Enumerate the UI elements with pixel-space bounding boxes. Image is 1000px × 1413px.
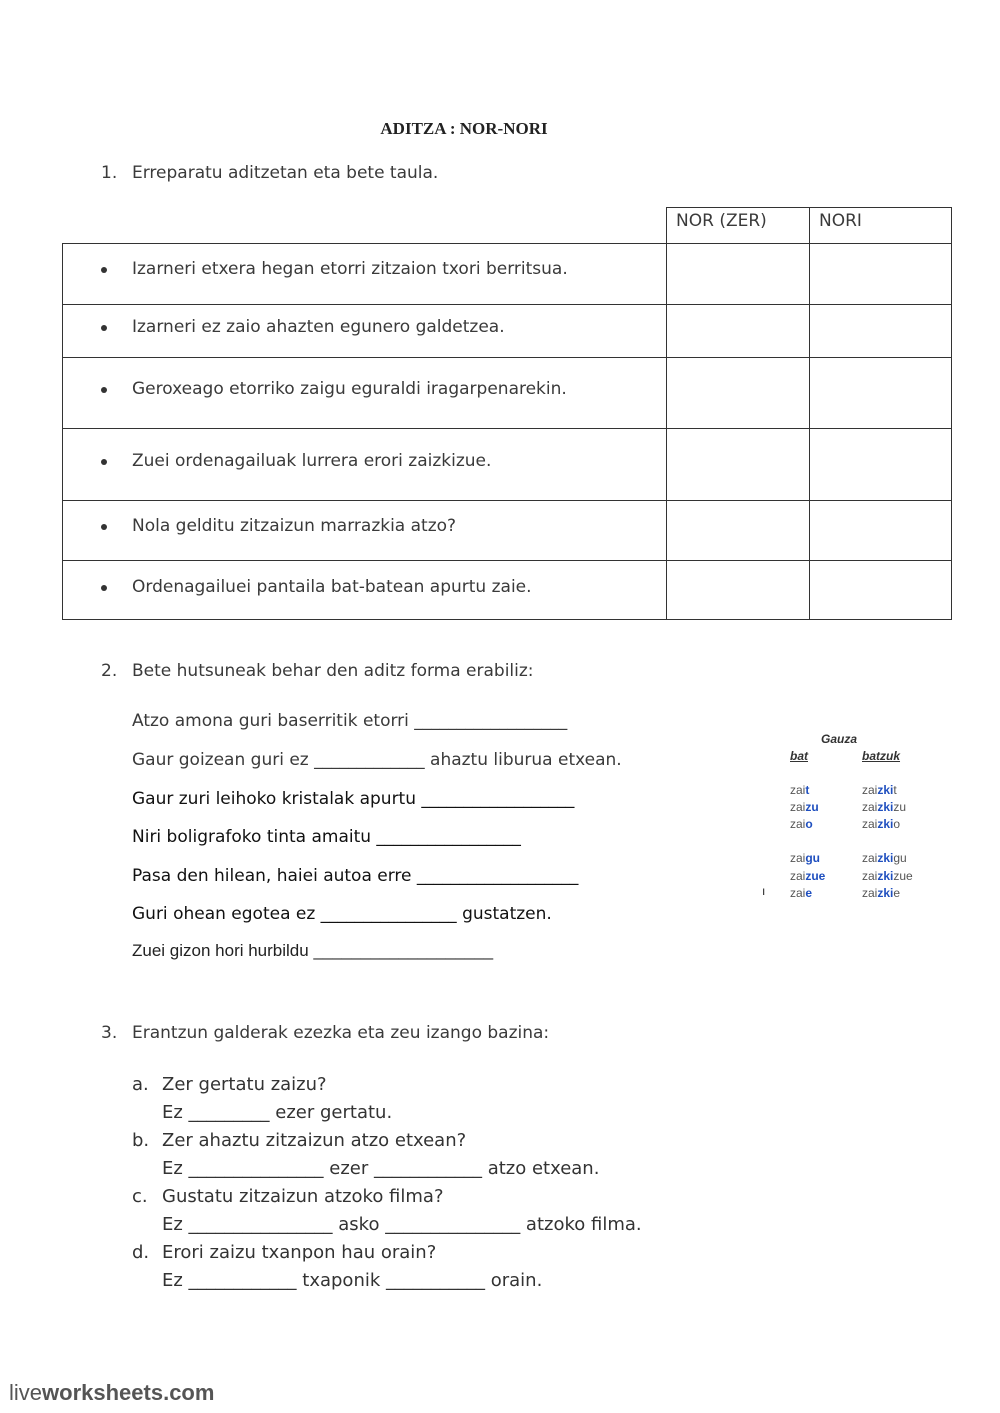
fill-line: Zuei gizon hori hurbildu ___________________ xyxy=(132,941,494,960)
legend-form: zait xyxy=(790,783,810,797)
row-sentence: Geroxeago etorriko zaigu eguraldi iragarpenarekin. xyxy=(132,379,567,399)
row-sentence: Izarneri ez zaio ahazten egunero galdetzea. xyxy=(132,317,505,337)
conjugation-legend xyxy=(760,728,960,908)
fill-line: Niri boligrafoko tinta amaitu _________________ xyxy=(132,827,521,847)
item-answer: Ez _________ ezer gertatu. xyxy=(162,1102,393,1123)
bullet-icon xyxy=(101,459,107,465)
legend-form: zaizu xyxy=(790,800,819,814)
item-letter: b. xyxy=(132,1130,150,1151)
legend-form: zaizkizue xyxy=(862,869,913,883)
fill-line: Gaur goizean guri ez _____________ ahaztu liburua etxean. xyxy=(132,750,622,770)
legend-form: zaio xyxy=(790,817,813,831)
fill-line: Guri ohean egotea ez ________________ gustatzen. xyxy=(132,904,552,924)
question-number: 3. xyxy=(101,1023,118,1043)
question-text: Erantzun galderak ezezka eta zeu izango bazina: xyxy=(132,1023,550,1043)
question-3 xyxy=(0,1023,1000,1047)
page-title: ADITZA : NOR-NORI xyxy=(380,119,548,138)
legend-col-bat: bat xyxy=(790,749,808,763)
bullet-icon xyxy=(101,267,107,273)
bullet-icon xyxy=(101,524,107,530)
row-sentence: Nola gelditu zitzaizun marrazkia atzo? xyxy=(132,516,457,536)
legend-form: zaigu xyxy=(790,851,821,865)
item-question: Zer ahaztu zitzaizun atzo etxean? xyxy=(162,1130,467,1151)
item-answer: Ez _______________ ezer ____________ atzo etxean. xyxy=(162,1158,600,1179)
fill-line: Pasa den hilean, haiei autoa erre ___________________ xyxy=(132,866,579,886)
legend-title: Gauza xyxy=(821,732,858,746)
legend-form: zaizkigu xyxy=(862,851,907,865)
item-letter: d. xyxy=(132,1242,150,1263)
bullet-icon xyxy=(101,387,107,393)
question-text: Erreparatu aditzetan eta bete taula. xyxy=(132,163,439,183)
row-sentence: Zuei ordenagailuak lurrera erori zaizkizue. xyxy=(132,451,492,471)
question-number: 2. xyxy=(101,661,118,681)
fill-line: Gaur zuri leihoko kristalak apurtu __________________ xyxy=(132,789,575,809)
legend-form: zaie xyxy=(790,886,813,900)
row-sentence: Ordenagailuei pantaila bat-batean apurtu zaie. xyxy=(132,577,532,597)
legend-form: zaizkizu xyxy=(862,800,907,814)
bullet-icon xyxy=(101,325,107,331)
question-2 xyxy=(0,661,1000,685)
item-letter: a. xyxy=(132,1074,149,1095)
legend-form: zaizkie xyxy=(862,886,901,900)
item-answer: Ez ____________ txaponik ___________ orain. xyxy=(162,1270,543,1291)
verb-table xyxy=(0,0,1000,640)
fill-line: Atzo amona guri baserritik etorri __________________ xyxy=(132,711,568,731)
column-header-nori: NORI xyxy=(819,211,862,231)
question-text: Bete hutsuneak behar den aditz forma erabiliz: xyxy=(132,661,534,681)
bullet-icon xyxy=(101,585,107,591)
item-question: Erori zaizu txanpon hau orain? xyxy=(162,1242,437,1263)
stray-mark: ı xyxy=(762,884,766,898)
legend-col-batzuk: batzuk xyxy=(862,749,901,763)
column-header-nor: NOR (ZER) xyxy=(676,211,767,231)
legend-form: zaizkit xyxy=(862,783,897,797)
item-answer: Ez ________________ asko _______________ atzoko filma. xyxy=(162,1214,642,1235)
legend-form: zaizkio xyxy=(862,817,901,831)
item-question: Zer gertatu zaizu? xyxy=(162,1074,327,1095)
row-sentence: Izarneri etxera hegan etorri zitzaion txori berritsua. xyxy=(132,259,568,279)
question-number: 1. xyxy=(101,163,118,183)
legend-form: zaizue xyxy=(790,869,826,883)
item-question: Gustatu zitzaizun atzoko filma? xyxy=(162,1186,444,1207)
item-letter: c. xyxy=(132,1186,148,1207)
site-watermark: liveworksheets.com xyxy=(9,1380,215,1405)
